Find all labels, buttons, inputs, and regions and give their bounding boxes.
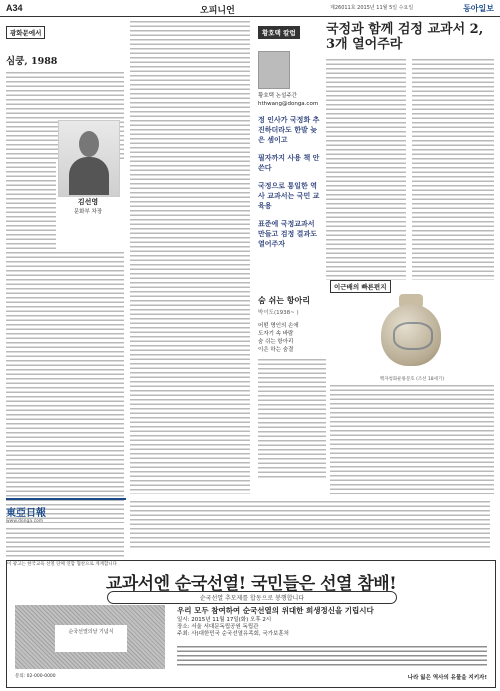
publisher-box xyxy=(6,498,126,556)
ad-items xyxy=(177,617,487,638)
poem-line: 이은 하는 숨결 xyxy=(258,347,294,353)
body-text-block xyxy=(326,58,406,280)
editorial-kicker: 황호택 칼럼 xyxy=(258,26,300,39)
ad-photo-label: 순국선열의날 기념식 xyxy=(55,625,127,652)
editorial-title: 국정과 함께 검정 교과서 2, 3개 열어주라 xyxy=(326,22,484,52)
editorial-sidebar xyxy=(258,20,320,249)
poem-line: 도자기 속 바람 xyxy=(258,331,294,337)
ad-photo xyxy=(15,605,165,669)
editorial-email: hthwang@donga.com xyxy=(258,101,319,107)
publisher-url: www.donga.com xyxy=(6,519,44,524)
poem-box xyxy=(258,295,326,478)
masthead xyxy=(0,0,500,17)
poem-line: 어떤 명인의 손에 xyxy=(258,323,299,329)
advertisement xyxy=(6,560,496,688)
column-left xyxy=(6,20,124,523)
artifact-feature xyxy=(330,280,494,380)
body-text-block xyxy=(6,161,56,251)
ad-item: 주최: 사)대한민국 순국선열유족회, 국가보훈처 xyxy=(177,631,289,637)
pull-quote: 표준에 국정교과서 만들고 검정 결과도 열어주자 xyxy=(258,219,317,248)
ad-headline: 교과서엔 순국선열! 국민들은 선열 참배! xyxy=(105,574,397,594)
porcelain-jar-image xyxy=(375,294,447,372)
publication-details xyxy=(130,500,490,548)
body-text-block xyxy=(130,20,250,494)
ad-subtitle: 순국선열 추모제를 합동으로 봉행합니다 xyxy=(107,591,397,604)
column-center xyxy=(130,20,250,494)
author-avatar xyxy=(258,51,290,89)
poem-line: 숨 쉬는 항아리 xyxy=(258,339,294,345)
newspaper-logo: 동아일보 xyxy=(463,3,494,13)
body-text-block xyxy=(412,58,494,280)
artifact-kicker: 이근배의 빠른편지 xyxy=(330,280,391,293)
pull-quote: 정 인사가 국정화 추진하더라도 한발 늦은 셈이고 xyxy=(258,115,320,144)
publisher-details xyxy=(6,527,124,559)
author-role: 문화부 차장 xyxy=(73,209,103,215)
poem-text xyxy=(258,358,326,478)
pull-quote: 필자까지 사용 책 안 쓴다 xyxy=(258,153,320,172)
ad-invite: 우리 모두 참여하여 순국선열의 위대한 희생정신을 기립시다 xyxy=(177,606,374,615)
artifact-caption: 백자청화운룡문호 (조선 18세기) xyxy=(379,377,445,382)
section-title: 오피니언 xyxy=(200,6,235,16)
author-name: 김선영 xyxy=(77,197,99,206)
ad-fine-print xyxy=(177,645,487,667)
ad-contact: 문의: 02-000-0000 xyxy=(15,674,56,679)
publisher-logo: 東亞日報 xyxy=(6,508,46,519)
ad-topline: 이 광고는 한국교육 선열 단체 연합 협찬으로 게재합니다 xyxy=(7,562,117,567)
ad-footer: 나라 잃은 역사의 유물을 지키자! xyxy=(407,675,487,681)
author-caption xyxy=(58,197,118,215)
artifact-text xyxy=(330,384,494,494)
poem-author: 박이도(1938~ ) xyxy=(258,310,299,316)
column-kicker: 광화문에서 xyxy=(6,26,45,39)
ad-item: 일시: 2015년 11월 17일(화) 오후 2시 xyxy=(177,617,272,623)
publication-info xyxy=(130,498,494,554)
author-photo xyxy=(58,120,120,197)
issue-date: 제26011호 2015년 11월 5일 수요일 xyxy=(330,5,414,11)
body-text-block xyxy=(6,251,124,523)
poem-title: 숨 쉬는 항아리 xyxy=(258,295,310,305)
pull-quote: 국정으로 통일한 역사 교과서는 국민 교육용 xyxy=(258,181,320,210)
editorial-author: 황호택 논설주간 xyxy=(258,93,297,99)
page-number: A34 xyxy=(6,3,23,13)
ad-item: 장소: 서울 서대문독립공원 독립관 xyxy=(177,624,259,630)
column-headline: 심쿵, 1988 xyxy=(6,56,58,67)
